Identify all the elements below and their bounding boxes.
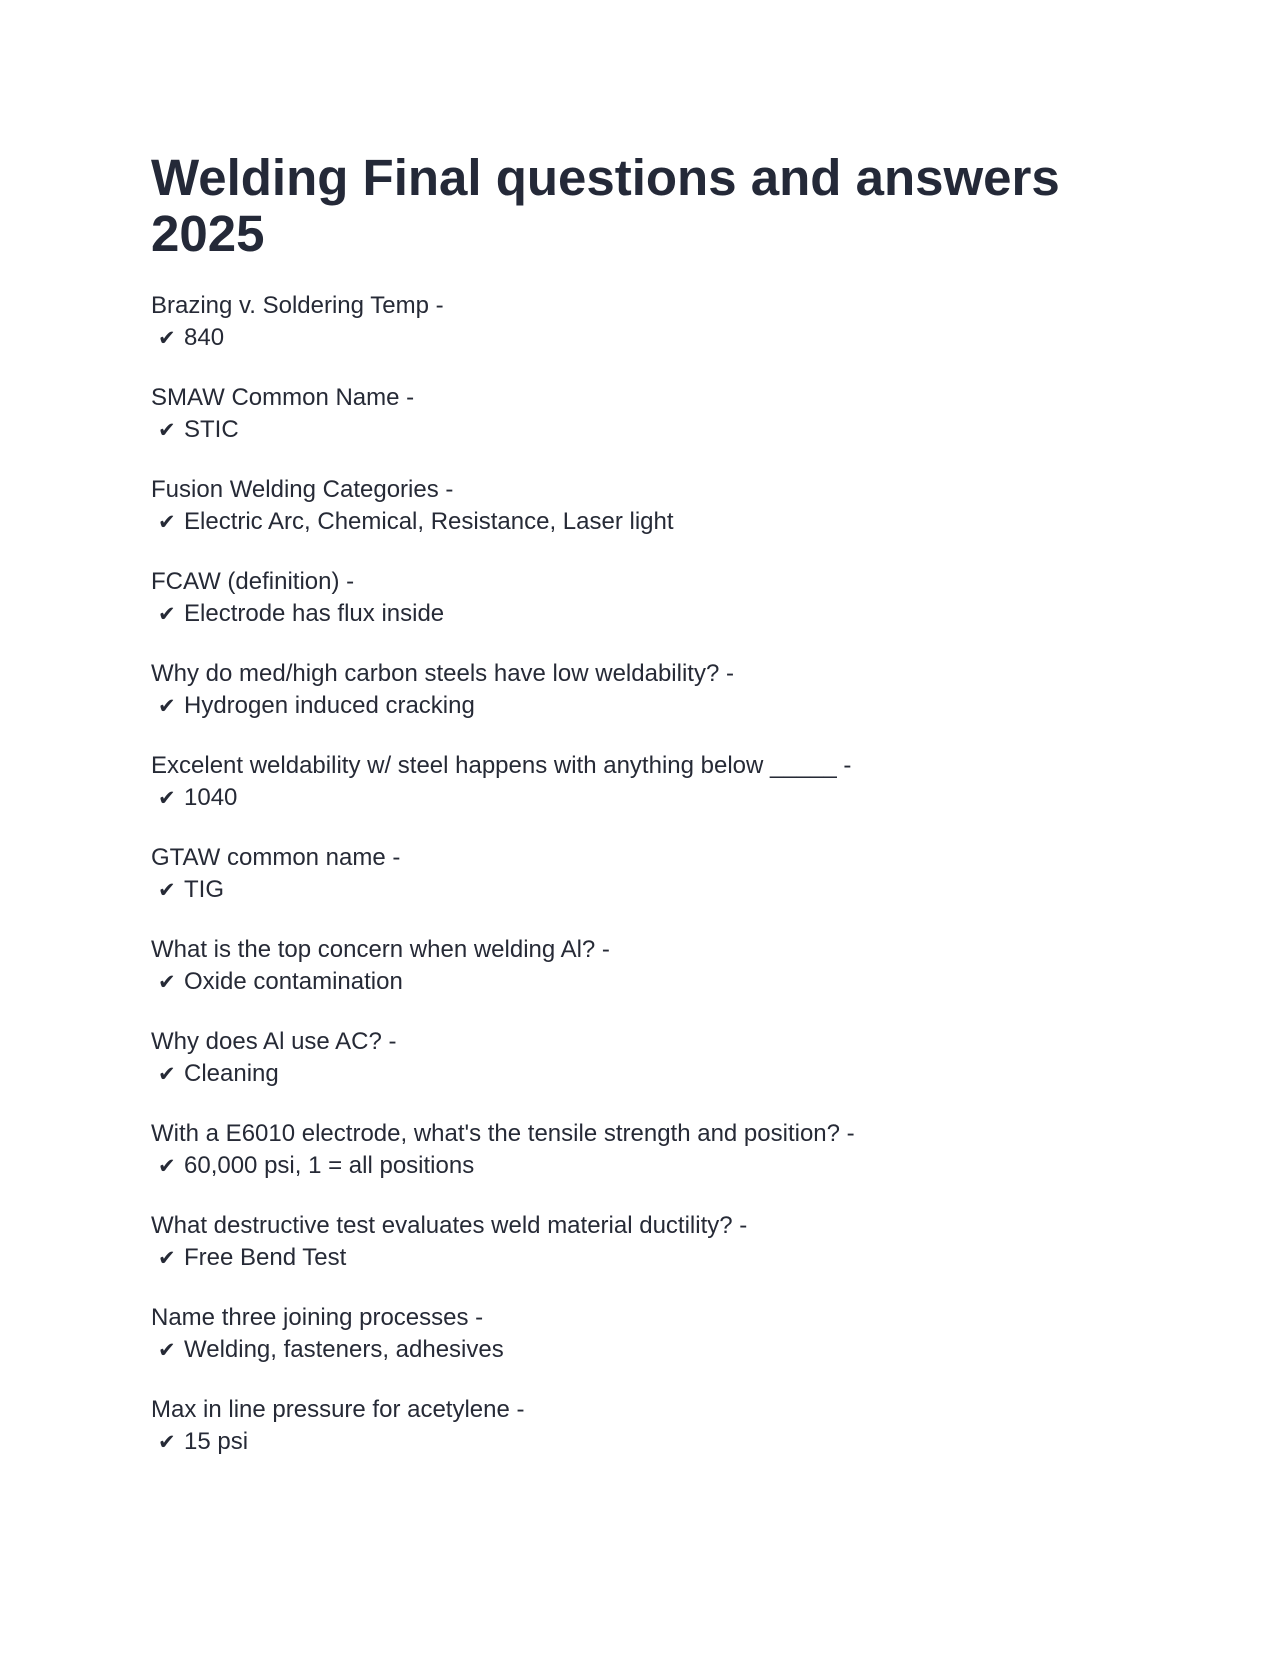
qa-item — [151, 1118, 1280, 1210]
check-icon: ✔ — [158, 510, 176, 534]
qa-item — [151, 474, 1280, 566]
question-text: What is the top concern when welding Al? - — [151, 936, 610, 963]
check-icon: ✔ — [158, 786, 176, 810]
qa-item — [151, 842, 1280, 934]
qa-item — [151, 658, 1280, 750]
answer-line — [151, 782, 1280, 814]
answer-text: Electrode has flux inside — [184, 600, 445, 627]
answer-line — [151, 1242, 1280, 1274]
answer-text: Electric Arc, Chemical, Resistance, Laser light — [184, 508, 674, 535]
qa-item — [151, 1394, 1280, 1486]
question-text: Why do med/high carbon steels have low weldability? - — [151, 660, 734, 687]
check-icon: ✔ — [158, 694, 176, 718]
answer-text: Cleaning — [184, 1060, 279, 1087]
qa-item — [151, 750, 1280, 842]
check-icon: ✔ — [158, 878, 176, 902]
check-icon: ✔ — [158, 970, 176, 994]
question-text: Brazing v. Soldering Temp - — [151, 292, 444, 319]
answer-line — [151, 690, 1280, 722]
qa-item — [151, 1302, 1280, 1394]
question-text: Name three joining processes - — [151, 1304, 484, 1331]
answer-line — [151, 966, 1280, 998]
answer-text: Hydrogen induced cracking — [184, 692, 475, 719]
check-icon: ✔ — [158, 1430, 176, 1454]
question-text: With a E6010 electrode, what's the tensile strength and position? - — [151, 1120, 855, 1147]
check-icon: ✔ — [158, 1338, 176, 1362]
answer-text: Welding, fasteners, adhesives — [184, 1336, 504, 1363]
answer-line — [151, 1058, 1280, 1090]
check-icon: ✔ — [158, 418, 176, 442]
check-icon: ✔ — [158, 1062, 176, 1086]
answer-text: Free Bend Test — [184, 1244, 347, 1271]
question-text: FCAW (definition) - — [151, 568, 355, 595]
qa-item — [151, 290, 1280, 382]
document-title: Welding Final questions and answers 2025 — [151, 149, 1060, 262]
qa-list — [151, 290, 1280, 1486]
answer-text: TIG — [184, 876, 224, 903]
answer-text: STIC — [184, 416, 239, 443]
answer-line — [151, 506, 1280, 538]
question-text: Max in line pressure for acetylene - — [151, 1396, 525, 1423]
answer-line — [151, 1150, 1280, 1182]
question-text: GTAW common name - — [151, 844, 401, 871]
answer-text: 840 — [184, 324, 225, 351]
answer-line — [151, 1426, 1280, 1458]
check-icon: ✔ — [158, 602, 176, 626]
question-text: Why does Al use AC? - — [151, 1028, 397, 1055]
check-icon: ✔ — [158, 1246, 176, 1270]
question-text: Fusion Welding Categories - — [151, 476, 454, 503]
qa-item — [151, 1026, 1280, 1118]
answer-line — [151, 322, 1280, 354]
answer-line — [151, 598, 1280, 630]
question-text: SMAW Common Name - — [151, 384, 415, 411]
check-icon: ✔ — [158, 326, 176, 350]
qa-item — [151, 566, 1280, 658]
qa-item — [151, 934, 1280, 1026]
answer-text: 15 psi — [184, 1428, 249, 1455]
qa-item — [151, 1210, 1280, 1302]
question-text: Excelent weldability w/ steel happens with anything below _____ - — [151, 752, 852, 779]
answer-line — [151, 414, 1280, 446]
answer-text: 1040 — [184, 784, 238, 811]
check-icon: ✔ — [158, 1154, 176, 1178]
qa-item — [151, 382, 1280, 474]
answer-line — [151, 874, 1280, 906]
answer-text: Oxide contamination — [184, 968, 403, 995]
answer-text: 60,000 psi, 1 = all positions — [184, 1152, 475, 1179]
answer-line — [151, 1334, 1280, 1366]
question-text: What destructive test evaluates weld material ductility? - — [151, 1212, 748, 1239]
